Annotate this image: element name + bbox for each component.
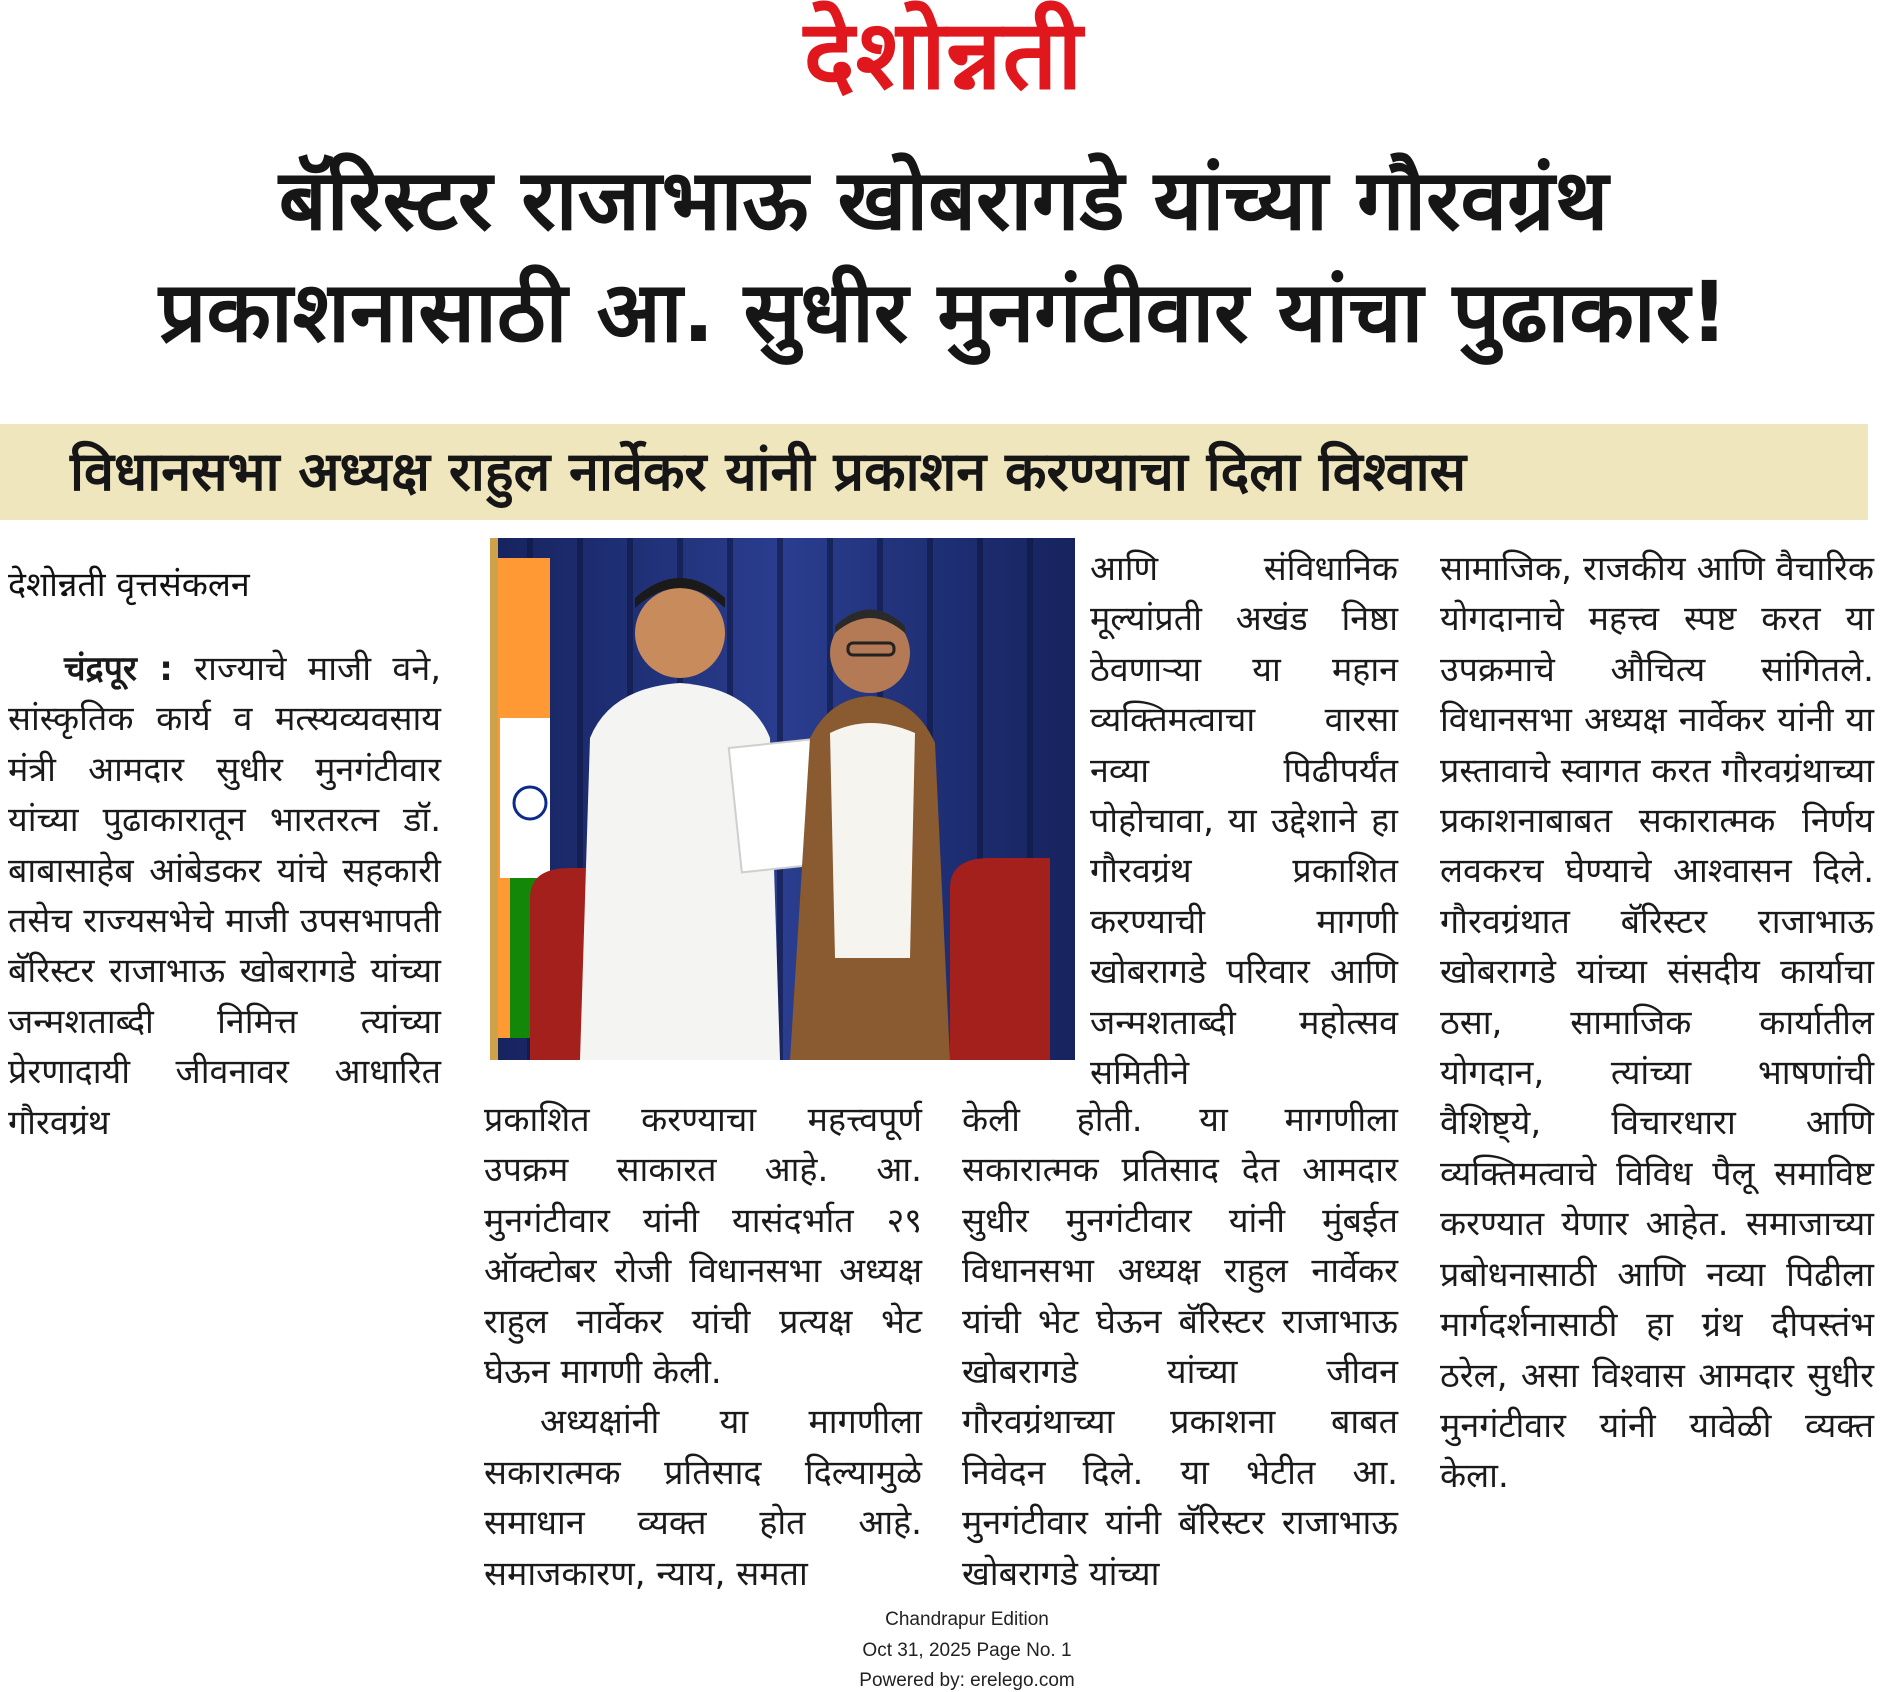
headline-line-2: प्रकाशनासाठी आ. सुधीर मुनगंटीवार यांचा पुढाकार!	[158, 263, 1729, 361]
article-column-3-bottom	[962, 1095, 1398, 1599]
subheadline-band	[0, 424, 1868, 520]
footer-date-page: Oct 31, 2025 Page No. 1	[862, 1640, 1072, 1661]
article-text-col1: राज्याचे माजी वने, सांस्कृतिक कार्य व मत्स्यव्यवसाय मंत्री आमदार सुधीर मुनगंटीवार यांच्या पुढाकारातून भारतरत्न डॉ. बाबासाहेब आंबेडकर यांचे सहकारी तसेच राज्यसभेचे माजी उपसभापती बॅरिस्टर राजाभाऊ खोबरागडे यांच्या जन्मशताब्दी निमित्त त्यांच्या प्रेरणादायी जीवनावर आधारित गौरवग्रंथ	[8, 649, 441, 1143]
article-column-3-top	[1090, 544, 1398, 1098]
footer-edition: Chandrapur Edition	[885, 1609, 1049, 1630]
dateline: चंद्रपूर :	[64, 649, 173, 689]
headline-line-1: बॅरिस्टर राजाभाऊ खोबरागडे यांच्या गौरवग्रंथ	[278, 151, 1609, 249]
article-text-col3-top: आणि संविधानिक मूल्यांप्रती अखंड निष्ठा ठेवणाऱ्या या महान व्यक्तिमत्वाचा वारसा नव्या पिढीपर्यंत पोहोचावा, या उद्देशाने हा गौरवग्रंथ प्रकाशित करण्याची मागणी खोबरागडे परिवार आणि जन्मशताब्दी महोत्सव समितीने	[1090, 549, 1398, 1094]
article-column-2	[484, 1095, 922, 1599]
article-text-col2-p2: अध्यक्षांनी या मागणीला सकारात्मक प्रतिसाद दिल्यामुळे समाधान व्यक्त होत आहे. समाजकारण, न्याय, समता	[484, 1402, 922, 1594]
article-column-1	[8, 644, 441, 1148]
article-column-4	[1440, 544, 1874, 1502]
byline: देशोन्नती वृत्तसंकलन	[8, 565, 250, 605]
newspaper-masthead: देशोन्नती	[803, 0, 1084, 111]
article-text-col4: सामाजिक, राजकीय आणि वैचारिक योगदानाचे महत्त्व स्पष्ट करत या उपक्रमाचे औचित्य सांगितले. विधानसभा अध्यक्ष नार्वेकर यांनी या प्रस्तावाचे स्वागत करत गौरवग्रंथाच्या प्रकाशनाबाबत सकारात्मक निर्णय लवकरच घेण्याचे आश्वासन दिले. गौरवग्रंथात बॅरिस्टर राजाभाऊ खोबरागडे यांच्या संसदीय कार्याचा ठसा, सामाजिक कार्यातील योगदान, त्यांच्या भाषणांची वैशिष्ट्ये, विचारधारा आणि व्यक्तिमत्वाचे विविध पैलू समाविष्ट करण्यात येणार आहेत. समाजाच्या प्रबोधनासाठी आणि नव्या पिढीला मार्गदर्शनासाठी हा ग्रंथ दीपस्तंभ ठरेल, असा विश्वास आमदार सुधीर मुनगंटीवार यांनी यावेळी व्यक्त केला.	[1440, 549, 1874, 1497]
article-text-col2-p1: प्रकाशित करण्याचा महत्त्वपूर्ण उपक्रम साकारत आहे. आ. मुनगंटीवार यांनी यासंदर्भात २९ ऑक्टोबर रोजी विधानसभा अध्यक्ष राहुल नार्वेकर यांची प्रत्यक्ष भेट घेऊन मागणी केली.	[484, 1100, 922, 1393]
news-photo	[490, 538, 1075, 1060]
subheadline-text: विधानसभा अध्यक्ष राहुल नार्वेकर यांनी प्रकाशन करण्याचा दिला विश्वास	[70, 440, 1467, 503]
footer-powered-by: Powered by: erelego.com	[859, 1670, 1075, 1691]
photo-illustration	[490, 538, 1075, 1060]
article-text-col3-bottom: केली होती. या मागणीला सकारात्मक प्रतिसाद देत आमदार सुधीर मुनगंटीवार यांनी मुंबईत विधानसभा अध्यक्ष राहुल नार्वेकर यांची भेट घेऊन बॅरिस्टर राजाभाऊ खोबरागडे यांच्या जीवन गौरवग्रंथाच्या प्रकाशना बाबत निवेदन दिले. या भेटीत आ. मुनगंटीवार यांनी बॅरिस्टर राजाभाऊ खोबरागडे यांच्या	[962, 1100, 1398, 1594]
